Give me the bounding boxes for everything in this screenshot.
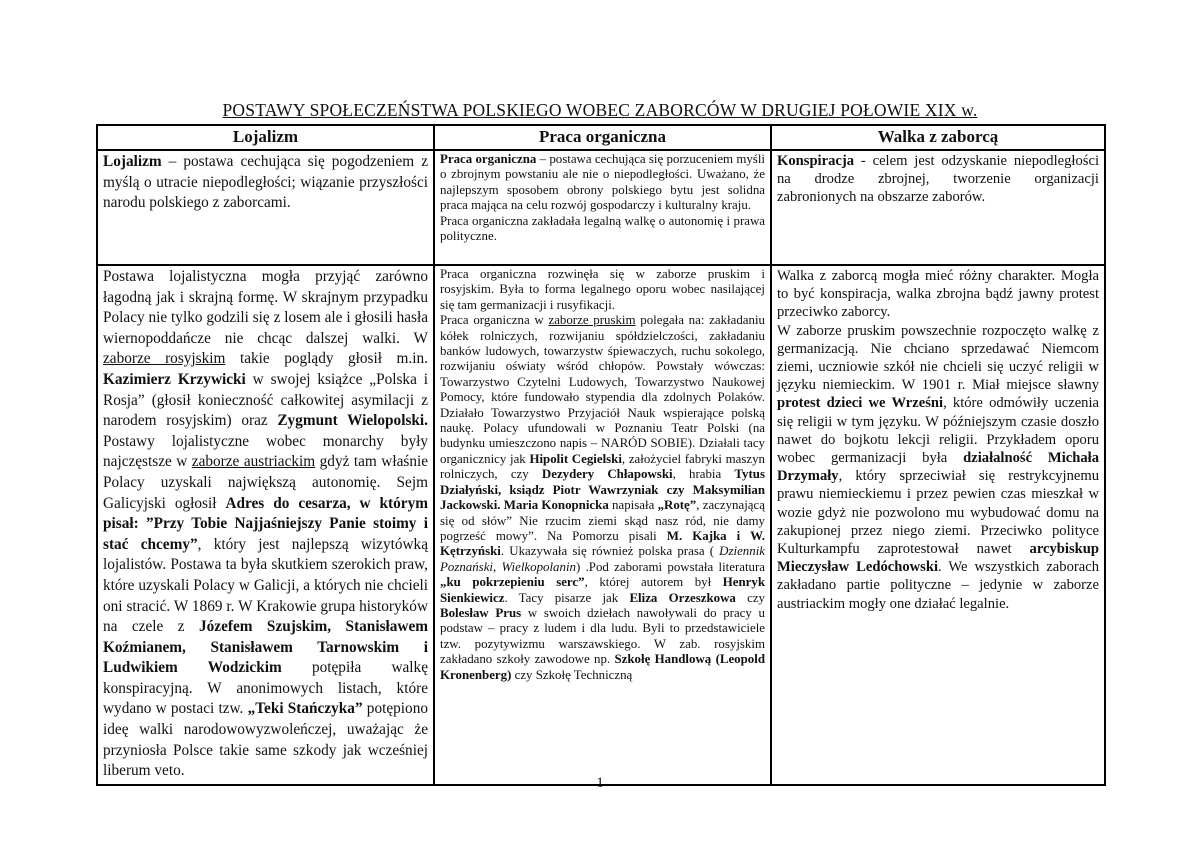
- definition-row: [97, 150, 1105, 265]
- header-row: [97, 125, 1105, 150]
- attitudes-table: [96, 124, 1106, 786]
- cell-detail-lojalizm: Postawa lojalistyczna mogła przyjąć zarówno łagodną jak i skrajną formę. W skrajnym przypadku Polacy nie tylko godzili się z losem ale i głosili hasła wiernopoddańcze nie chcąc dalszej walki. W zaborze rosyjskim takie poglądy głosił m.in. Kazimierz Krzywicki w swojej książce „Polska i Rosja” (głosił konieczność całkowitej asymilacji z narodem rosyjskim) oraz Zygmunt Wielopolski. Postawy lojalistyczne wobec monarchy były najczęstsze w zaborze austriackim gdyż tam właśnie Polacy uzyskali największą autonomię. Sejm Galicyjski ogłosił Adres do cesarza, w którym pisał: ”Przy Tobie Najjaśniejszy Panie stoimy i stać chcemy”, który jest najlepszą wizytówką lojalistów. Postawa ta była skutkiem szerokich praw, które uzyskali Polacy w Galicji, a których nie chcieli oni stracić. W 1869 r. W Krakowie grupa historyków na czele z Józefem Szujskim, Stanisławem Koźmianem, Stanisławem Tarnowskim i Ludwikiem Wodzickim potępiła walkę konspiracyjną. W anonimowych listach, które wydano w postaci tzw. „Teki Stańczyka” potępiono ideę walki narodowowyzwoleńczej, uważając że przyniosła Polsce takie same szkody jak wcześniej liberum veto.: [97, 265, 434, 785]
- cell-definition-lojalizm: Lojalizm – postawa cechująca się pogodzeniem z myślą o utracie niepodległości; wiązanie przyszłości narodu polskiego z zaborcami.: [97, 150, 434, 265]
- cell-definition-konspiracja: Konspiracja - celem jest odzyskanie niepodległości na drodze zbrojnej, tworzenie organizacji zabronionych na obszarze zaborów.: [771, 150, 1105, 265]
- detail-row: [97, 265, 1105, 785]
- cell-definition-praca-organiczna: Praca organiczna – postawa cechująca się porzuceniem myśli o zbrojnym powstaniu ale nie o niepodległości. Uważano, że najlepszym sposobem obrony polskiego bytu jest solidna praca mająca na celu rozwój gospodarczy i kulturalny kraju. Praca organiczna zakładała legalną walkę o autonomię i prawa polityczne.: [434, 150, 771, 265]
- cell-detail-praca-organiczna: Praca organiczna rozwinęła się w zaborze pruskim i rosyjskim. Była to forma legalnego oporu wobec nasilającej się tam germanizacji i rusyfikacji. Praca organiczna w zaborze pruskim polegała na: zakładaniu kółek rolniczych, rozwijaniu spółdzielczości, zakładaniu banków ludowych, towarzystw śpiewaczych, ruchu sokolego, rozwijaniu oświaty wśród chłopów. Powstały wówczas: Towarzystwo Czytelni Ludowych, Towarzystwo Naukowej Pomocy, które fundowało stypendia dla zdolnych Polaków. Działało Towarzystwo Przyjaciół Nauk wspierające polską naukę. Polacy ufundowali w Poznaniu Teatr Polski (na budynku umieszczono napis – NARÓD SOBIE). Działali tacy organicznicy jak Hipolit Cegielski, założyciel fabryki maszyn rolniczych, czy Dezydery Chłapowski, hrabia Tytus Działyński, ksiądz Piotr Wawrzyniak czy Maksymilian Jackowski. Maria Konopnicka napisała „Rotę”, zaczynającą się od słów” Nie rzucim ziemi skąd nasz ród, nie damy pogrześć mowy”. Na Pomorzu pisali M. Kajka i W. Kętrzyński. Ukazywała się również polska prasa ( Dziennik Poznański, Wielkopolanin) .Pod zaborami powstała literatura „ku pokrzepieniu serc”, której autorem był Henryk Sienkiewicz. Tacy pisarze jak Eliza Orzeszkowa czy Bolesław Prus w swoich dziełach nawoływali do pracy u podstaw – pracy z ludem i dla ludu. Byli to przedstawiciele tzw. pozytywizmu warszawskiego. W zab. rosyjskim zakładano szkoły zawodowe np. Szkołę Handlową (Leopold Kronenberg) czy Szkołę Techniczną: [434, 265, 771, 785]
- column-header-lojalizm: Lojalizm: [97, 125, 434, 150]
- cell-detail-walka-z-zaborca: Walka z zaborcą mogła mieć różny charakter. Mogła to być konspiracja, walka zbrojna bądź jawny protest przeciwko zaborcy. W zaborze pruskim powszechnie rozpoczęto walkę z germanizacją. Nie chciano sprzedawać Niemcom ziemi, uczniowie szkół nie chcieli się uczyć religii w języku niemieckim. W 1901 r. Miał miejsce sławny protest dzieci we Wrześni, które odmówiły uczenia się religii w tym języku. W późniejszym czasie doszło nawet do bojkotu lekcji religii. Przykładem oporu wobec germanizacji była działalność Michała Drzymały, który sprzeciwiał się restrykcyjnemu prawu niemieckiemu i przez pewien czas mieszkał w wozie gdyż nie pozwolono mu wybudować domu na zakupionej przez niego ziemi. Przeciwko polityce Kulturkampfu zaprotestował nawet arcybiskup Mieczysław Ledóchowski. We wszystkich zaborach zakładano partie polityczne – jedynie w zaborze austriackim mogły one działać legalnie.: [771, 265, 1105, 785]
- page-number: 1: [596, 775, 604, 791]
- column-header-praca-organiczna: Praca organiczna: [434, 125, 771, 150]
- page-title: POSTAWY SPOŁECZEŃSTWA POLSKIEGO WOBEC ZABORCÓW W DRUGIEJ POŁOWIE XIX w.: [222, 100, 978, 120]
- column-header-walka-z-zaborca: Walka z zaborcą: [771, 125, 1105, 150]
